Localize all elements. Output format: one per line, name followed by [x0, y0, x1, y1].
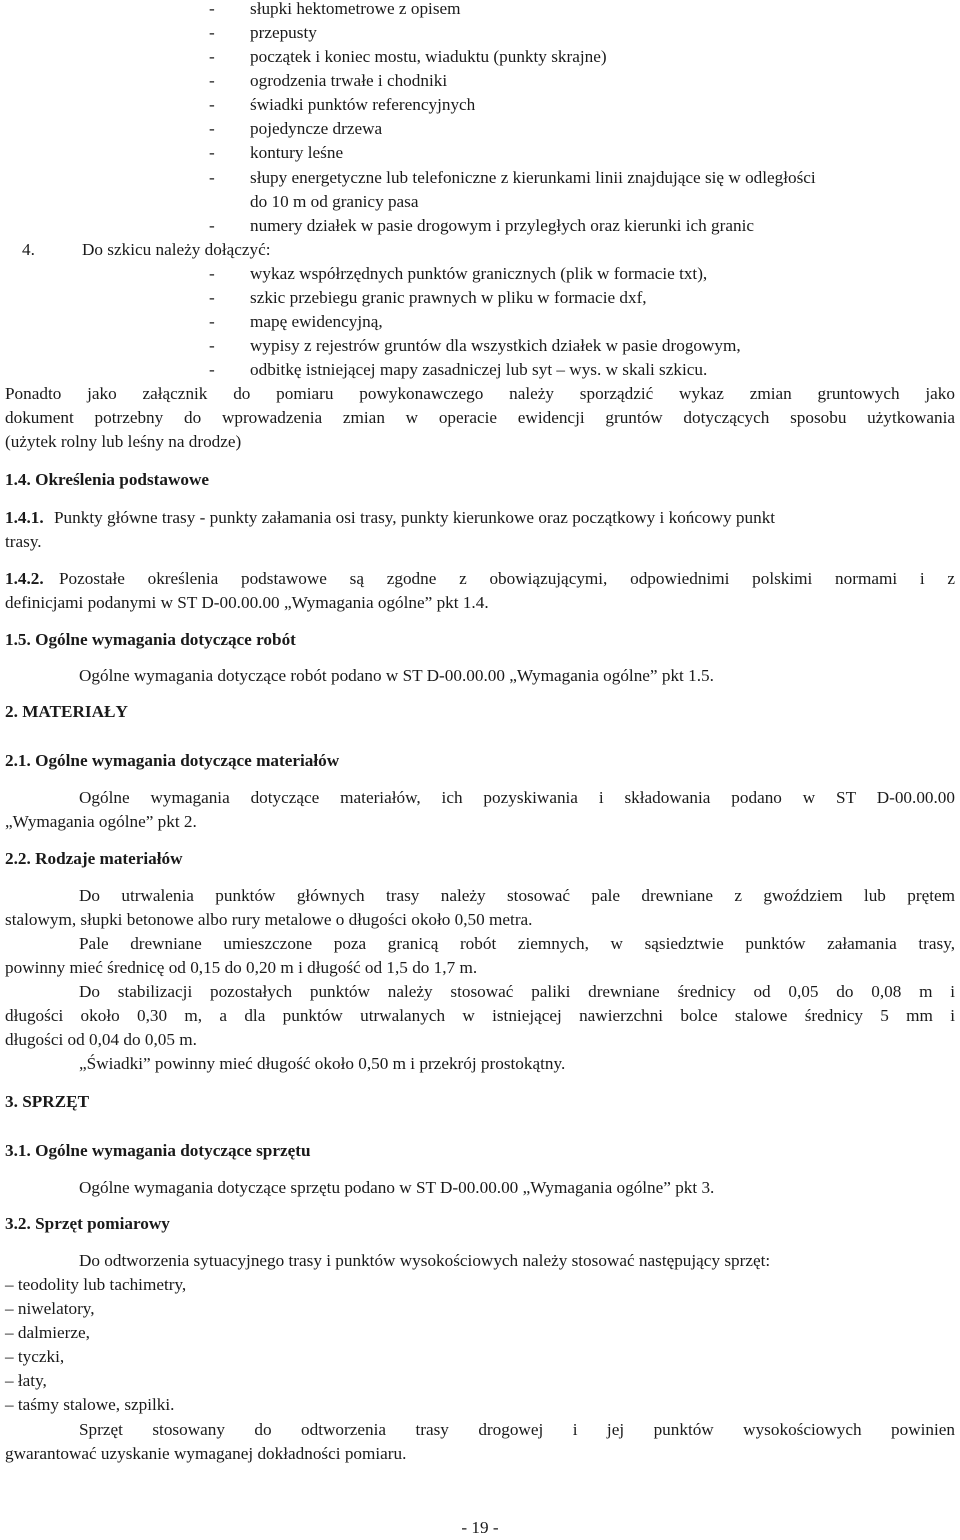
paragraph-line: (użytek rolny lub leśny na drodze): [5, 432, 242, 451]
paragraph-line: Ponadto jako załącznik do pomiaru powykonawczego należy sporządzić wykaz zmian gruntowych jako: [5, 384, 955, 403]
paragraph-line: Ogólne wymagania dotyczące sprzętu podano w ST D-00.00.00 „Wymagania ogólne” pkt 3.: [79, 1178, 715, 1197]
list-dash: -: [209, 119, 215, 138]
list-dash: -: [209, 360, 215, 379]
paragraph-line: Do utrwalenia punktów głównych trasy należy stosować pale drewniane z gwoździem lub prętem: [79, 886, 955, 905]
paragraph-line: „Wymagania ogólne” pkt 2.: [5, 812, 197, 831]
list-dash: -: [209, 312, 215, 331]
list-item: odbitkę istniejącej mapy zasadniczej lub syt – wys. w skali szkicu.: [250, 360, 708, 379]
list-dash: -: [209, 71, 215, 90]
list-item: szkic przebiegu granic prawnych w pliku w formacie dxf,: [250, 288, 647, 307]
paragraph-line: trasy.: [5, 532, 42, 551]
list-item: – taśmy stalowe, szpilki.: [5, 1395, 175, 1414]
list-item: przepusty: [250, 23, 317, 42]
list-item: wypisy z rejestrów gruntów dla wszystkich działek w pasie drogowym,: [250, 336, 741, 355]
list-item: ogrodzenia trwałe i chodniki: [250, 71, 448, 90]
paragraph-line: stalowym, słupki betonowe albo rury metalowe o długości około 0,50 metra.: [5, 910, 533, 929]
chapter-heading: 2. MATERIAŁY: [5, 702, 128, 721]
list-item: pojedyncze drzewa: [250, 119, 383, 138]
list-item: – tyczki,: [5, 1347, 65, 1366]
paragraph-line: Do odtworzenia sytuacyjnego trasy i punktów wysokościowych należy stosować następujący sprzęt:: [79, 1251, 771, 1270]
list-dash: -: [209, 143, 215, 162]
list-item: słupki hektometrowe z opisem: [250, 0, 461, 18]
paragraph-line: Do stabilizacji pozostałych punktów należy stosować paliki drewniane średnicy od 0,05 do 0,08 m i: [79, 982, 955, 1001]
list-item: – łaty,: [5, 1371, 47, 1390]
list-item: początek i koniec mostu, wiaduktu (punkty skrajne): [250, 47, 607, 66]
list-dash: -: [209, 264, 215, 283]
list-item: wykaz współrzędnych punktów granicznych (plik w formacie txt),: [250, 264, 708, 283]
paragraph-line: powinny mieć średnicę od 0,15 do 0,20 m i długość od 1,5 do 1,7 m.: [5, 958, 478, 977]
paragraph-line: Sprzęt stosowany do odtworzenia trasy drogowej i jej punktów wysokościowych powinien: [79, 1420, 955, 1439]
paragraph-line: Pale drewniane umieszczone poza granicą robót ziemnych, w sąsiedztwie punktów załamania trasy,: [79, 934, 955, 953]
list-item: – niwelatory,: [5, 1299, 95, 1318]
paragraph-line: Ogólne wymagania dotyczące robót podano w ST D-00.00.00 „Wymagania ogólne” pkt 1.5.: [79, 666, 714, 685]
paragraph-line: „Świadki” powinny mieć długość około 0,50 m i przekrój prostokątny.: [79, 1054, 566, 1073]
paragraph-line: długości około 0,30 m, a dla punktów utrwalanych w istniejącej nawierzchni bolce stalowe średnicy 5 mm i: [5, 1006, 955, 1025]
list-dash: -: [209, 168, 215, 187]
paragraph-line: Punkty główne trasy - punkty załamania osi trasy, punkty kierunkowe oraz początkowy i końcowy punkt: [54, 508, 776, 527]
paragraph-line: gwarantować uzyskanie wymaganej dokładności pomiaru.: [5, 1444, 407, 1463]
section-heading: 1.4. Określenia podstawowe: [5, 470, 210, 489]
paragraph-line: długości od 0,04 do 0,05 m.: [5, 1030, 197, 1049]
list-item-continuation: do 10 m od granicy pasa: [250, 192, 419, 211]
list-dash: -: [209, 47, 215, 66]
list-item: świadki punktów referencyjnych: [250, 95, 476, 114]
list-dash: -: [209, 23, 215, 42]
list-item: numery działek w pasie drogowym i przyległych oraz kierunki ich granic: [250, 216, 754, 235]
list-dash: -: [209, 0, 215, 18]
list-item: – teodolity lub tachimetry,: [5, 1275, 187, 1294]
paragraph-line: dokument potrzebny do wprowadzenia zmian w operacie ewidencji gruntów dotyczących sposobu użytkowania: [5, 408, 955, 427]
page-number: - 19 -: [461, 1518, 499, 1537]
section-heading: 1.5. Ogólne wymagania dotyczące robót: [5, 630, 296, 649]
paragraph-line: Pozostałe określenia podstawowe są zgodne z obowiązującymi, odpowiednimi polskimi normami i z: [59, 569, 955, 588]
section-heading: 2.2. Rodzaje materiałów: [5, 849, 183, 868]
section-heading: 2.1. Ogólne wymagania dotyczące materiałów: [5, 751, 340, 770]
section-heading: 3.2. Sprzęt pomiarowy: [5, 1214, 170, 1233]
list-item: kontury leśne: [250, 143, 344, 162]
subsection-number: 1.4.2.: [5, 569, 44, 588]
list-dash: -: [209, 336, 215, 355]
subsection-number: 1.4.1.: [5, 508, 44, 527]
paragraph-line: definicjami podanymi w ST D-00.00.00 „Wymagania ogólne” pkt 1.4.: [5, 593, 489, 612]
list-dash: -: [209, 288, 215, 307]
point-label: Do szkicu należy dołączyć:: [82, 240, 271, 259]
list-dash: -: [209, 95, 215, 114]
section-heading: 3.1. Ogólne wymagania dotyczące sprzętu: [5, 1141, 311, 1160]
list-item: słupy energetyczne lub telefoniczne z kierunkami linii znajdujące się w odległości: [250, 168, 816, 187]
paragraph-line: Ogólne wymagania dotyczące materiałów, ich pozyskiwania i składowania podano w ST D-00.00.00: [79, 788, 955, 807]
list-item: – dalmierze,: [5, 1323, 90, 1342]
list-dash: -: [209, 216, 215, 235]
chapter-heading: 3. SPRZĘT: [5, 1092, 90, 1111]
list-item: mapę ewidencyjną,: [250, 312, 383, 331]
point-number: 4.: [22, 240, 35, 259]
